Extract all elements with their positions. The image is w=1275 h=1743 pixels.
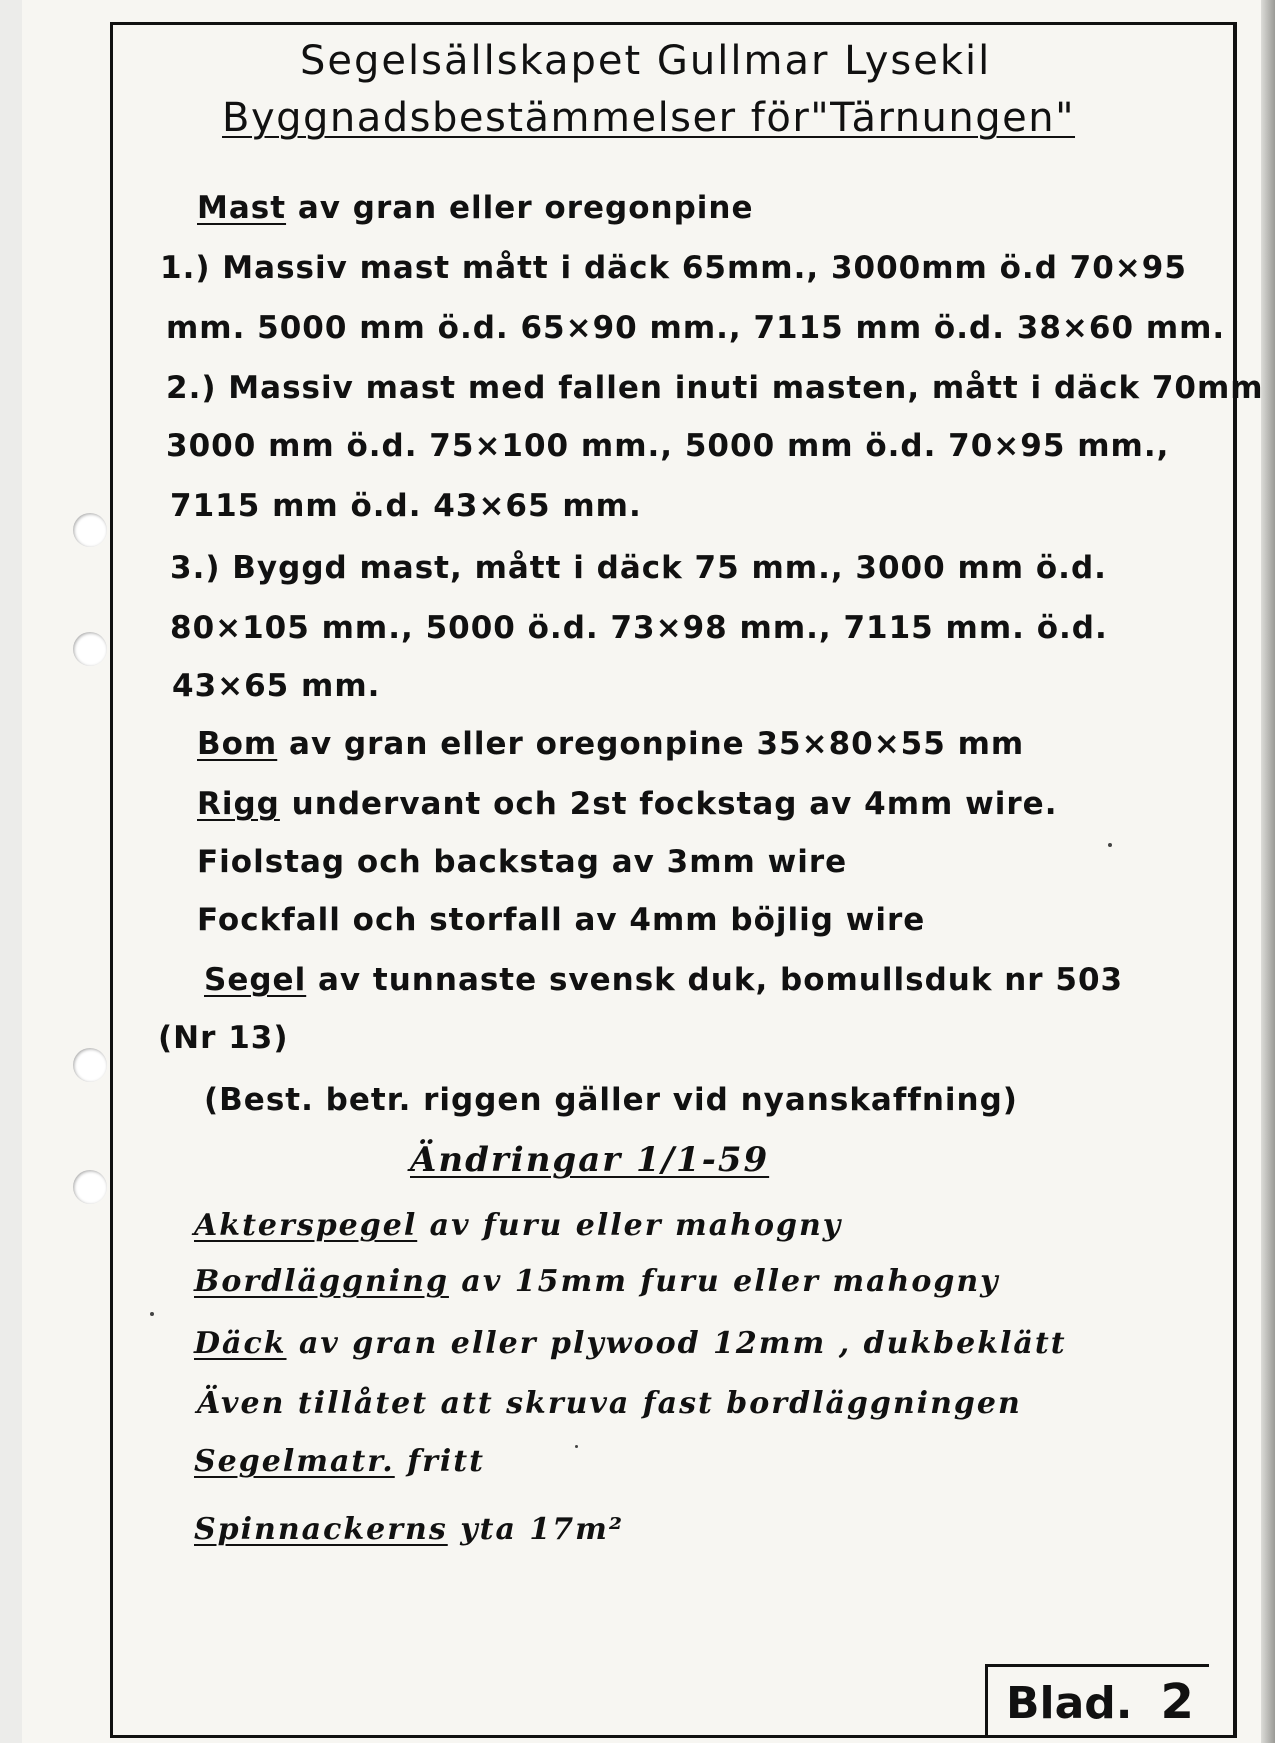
mast-label: Mast — [197, 190, 287, 226]
ink-speck — [575, 1445, 578, 1448]
sheet-label: Blad. — [1006, 1678, 1133, 1729]
spinnacker-line — [194, 1512, 624, 1547]
aven-line: Även tillåtet att skruva fast bordläggningen — [197, 1386, 1022, 1421]
mast-item-1-line-1: 1.) Massiv mast mått i däck 65mm., 3000mm ö.d 70×95 — [160, 250, 1187, 286]
mast-intro — [197, 190, 753, 226]
mast-intro-text: av gran eller oregonpine — [286, 190, 754, 226]
mast-item-2-line-1: 2.) Massiv mast med fallen inuti masten, mått i däck 70mm — [166, 370, 1264, 406]
spinnacker-label: Spinnackerns — [194, 1512, 448, 1547]
segel-label: Segel — [204, 962, 307, 998]
dack-label: Däck — [194, 1326, 287, 1361]
segel-line — [204, 962, 1123, 998]
mast-item-3-line-3: 43×65 mm. — [172, 668, 381, 704]
document-title: Byggnadsbestämmelser för"Tärnungen" — [222, 95, 1076, 141]
rigg-note: (Best. betr. riggen gäller vid nyanskaffning) — [204, 1082, 1018, 1118]
ink-speck — [150, 1312, 154, 1316]
segelmatr-label: Segelmatr. — [194, 1444, 395, 1479]
page-edge-shadow — [1261, 0, 1275, 1743]
punch-hole — [73, 513, 107, 547]
punch-hole — [73, 1170, 107, 1204]
bom-label: Bom — [197, 726, 278, 762]
bordlaggning-label: Bordläggning — [194, 1264, 449, 1299]
mast-item-2-line-2: 3000 mm ö.d. 75×100 mm., 5000 mm ö.d. 70×95 mm., — [166, 428, 1170, 464]
segelmatr-text: fritt — [394, 1444, 486, 1479]
sheet-number-box — [985, 1664, 1209, 1738]
changes-title: Ändringar 1/1-59 — [410, 1140, 770, 1180]
akterspegel-text: av furu eller mahogny — [417, 1208, 843, 1243]
club-name: Segelsällskapet Gullmar Lysekil — [300, 38, 992, 84]
mast-item-3-line-2: 80×105 mm., 5000 ö.d. 73×98 mm., 7115 mm. ö.d. — [170, 610, 1108, 646]
segelmatr-line — [194, 1444, 485, 1479]
akterspegel-line — [194, 1208, 842, 1243]
rigg-line — [197, 786, 1058, 822]
mast-item-1-line-2: mm. 5000 mm ö.d. 65×90 mm., 7115 mm ö.d. 38×60 mm. — [166, 310, 1226, 346]
dack-line — [194, 1326, 1067, 1361]
sheet-number: 2 — [1160, 1674, 1194, 1730]
ink-speck — [1108, 843, 1112, 847]
punch-hole — [73, 632, 107, 666]
akterspegel-label: Akterspegel — [194, 1208, 418, 1243]
rigg-text: undervant och 2st fockstag av 4mm wire. — [279, 786, 1058, 822]
bordlaggning-line — [194, 1264, 1000, 1299]
rigg-label: Rigg — [197, 786, 280, 822]
segel-text: av tunnaste svensk duk, bomullsduk nr 503 — [306, 962, 1124, 998]
bordlaggning-text: av 15mm furu eller mahogny — [448, 1264, 1000, 1299]
bom-line — [197, 726, 1024, 762]
dack-text: av gran eller plywood 12mm , dukbeklätt — [286, 1326, 1067, 1361]
spinnacker-text: yta 17m² — [447, 1512, 624, 1547]
bom-text: av gran eller oregonpine 35×80×55 mm — [277, 726, 1025, 762]
segel-number-line: (Nr 13) — [158, 1020, 289, 1056]
fockfall-line: Fockfall och storfall av 4mm böjlig wire — [197, 902, 926, 938]
punch-hole — [73, 1048, 107, 1082]
mast-item-3-line-1: 3.) Byggd mast, mått i däck 75 mm., 3000 mm ö.d. — [170, 550, 1107, 586]
fiolstag-line: Fiolstag och backstag av 3mm wire — [197, 844, 848, 880]
mast-item-2-line-3: 7115 mm ö.d. 43×65 mm. — [170, 488, 642, 524]
